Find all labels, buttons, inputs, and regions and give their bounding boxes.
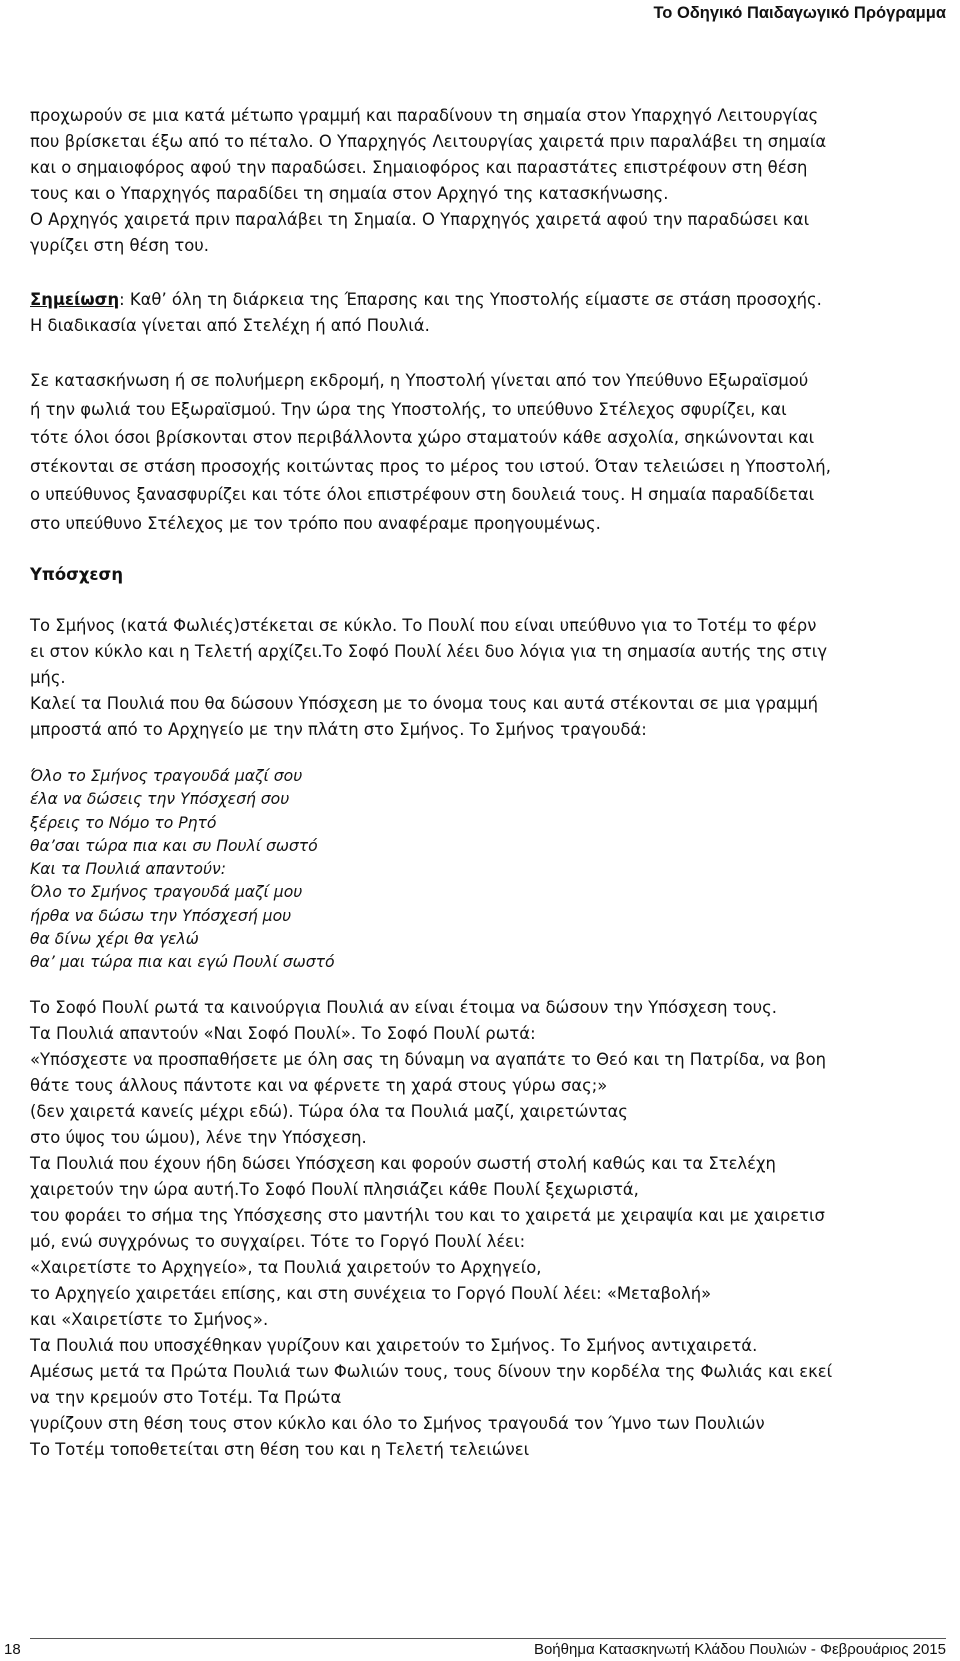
text-line: και ο σημαιοφόρος αφού την παραδώσει. Σημαιοφόρος και παραστάτες επιστρέφουν στη θέση [30,158,808,177]
song-line: ήρθα να δώσω την Υπόσχεσή μου [30,906,292,925]
text-line: στο υπεύθυνο Στέλεχος με τον τρόπο που αναφέραμε προηγουμένως. [30,513,601,533]
song-verses [30,765,948,975]
text-line: τους και ο Υπαρχηγός παραδίδει τη σημαία στον Αρχηγό της κατασκήνωσης. [30,184,669,203]
page-number: 18 [4,1641,21,1658]
promise-intro-paragraph [30,613,948,743]
text-line: το Αρχηγείο χαιρετάει επίσης, και στη συνέχεια το Γοργό Πουλί λέει: «Μεταβολή» [30,1283,712,1303]
text-line: προχωρούν σε μια κατά μέτωπο γραμμή και παραδίνουν τη σημαία στον Υπαρχηγό Λειτουργίας [30,106,819,125]
ceremony-paragraph [30,995,948,1463]
text-line: που βρίσκεται έξω από το πέταλο. Ο Υπαρχηγός Λειτουργίας χαιρετά πριν παραλάβει τη σημαία [30,132,827,151]
text-line: ει στον κύκλο και η Τελετή αρχίζει.Το Σοφό Πουλί λέει δυο λόγια για τη σημασία αυτής της στιγ [30,642,828,661]
text-line: Τα Πουλιά απαντούν «Ναι Σοφό Πουλί». Το Σοφό Πουλί ρωτά: [30,1023,536,1043]
text-line: μό, ενώ συγχρόνως το συγχαίρει. Τότε το Γοργό Πουλί λέει: [30,1231,526,1251]
text-line: Ο Αρχηγός χαιρετά πριν παραλάβει τη Σημαία. Ο Υπαρχηγός χαιρετά αφού την παραδώσει και [30,210,810,229]
running-header-title: Το Οδηγικό Παιδαγωγικό Πρόγραμμα [653,4,946,22]
text-line: τότε όλοι όσοι βρίσκονται στον περιβάλλοντα χώρο σταματούν κάθε ασχολία, σηκώνονται και [30,428,815,447]
song-line: Όλο το Σμήνος τραγουδά μαζί μου [30,883,303,902]
text-line: του φοράει το σήμα της Υπόσχεσης στο μαντήλι του και το χαιρετά με χειραψία και με χαιρετισ [30,1205,825,1225]
text-line: «Υπόσχεστε να προσπαθήσετε με όλη σας τη δύναμη να αγαπάτε το Θεό και τη Πατρίδα, να βοη [30,1049,827,1069]
lowering-paragraph [30,367,948,538]
text-line: Το Σμήνος (κατά Φωλιές)στέκεται σε κύκλο. Το Πουλί που είναι υπεύθυνο για το Τοτέμ το φέρν [30,616,817,635]
text-line: μής. [30,668,66,687]
text-line: Σε κατασκήνωση ή σε πολυήμερη εκδρομή, η Υποστολή γίνεται από τον Υπεύθυνο Εξωραϊσμού [30,371,809,390]
text-line: Το Τοτέμ τοποθετείται στη θέση του και η Τελετή τελειώνει [30,1439,530,1459]
song-line: θα δίνω χέρι θα γελώ [30,930,199,949]
text-line: στο ύψος του ώμου), λένε την Υπόσχεση. [30,1127,367,1147]
note-label: Σημείωση [30,290,120,309]
text-line: Το Σοφό Πουλί ρωτά τα καινούργια Πουλιά αν είναι έτοιμα να δώσουν την Υπόσχεση τους. [30,997,777,1017]
note-text: : Καθ’ όλη τη διάρκεια της Έπαρσης και της Υποστολής είμαστε σε στάση προσοχής. [119,290,822,309]
text-line: θάτε τους άλλους πάντοτε και να φέρνετε τη χαρά στους γύρω σας;» [30,1075,608,1095]
text-line: (δεν χαιρετά κανείς μέχρι εδώ). Τώρα όλα τα Πουλιά μαζί, χαιρετώντας [30,1101,628,1121]
section-heading: Υπόσχεση [30,565,123,584]
note-paragraph [30,287,948,339]
song-line: θα’ μαι τώρα πια και εγώ Πουλί σωστό [30,953,335,972]
footer-divider [30,1638,946,1639]
text-line: Καλεί τα Πουλιά που θα δώσουν Υπόσχεση με το όνομα τους και αυτά στέκονται σε μια γραμμή [30,694,818,713]
intro-paragraph [30,103,948,259]
text-line: γυρίζουν στη θέση τους στον κύκλο και όλο το Σμήνος τραγουδά τον Ύμνο των Πουλιών [30,1413,765,1433]
text-line: γυρίζει στη θέση του. [30,236,209,255]
song-line: ξέρεις το Νόμο το Ρητό [30,813,217,832]
text-line: μπροστά από το Αρχηγείο με την πλάτη στο Σμήνος. Το Σμήνος τραγουδά: [30,720,647,739]
text-line: χαιρετούν την ώρα αυτή.Το Σοφό Πουλί πλησιάζει κάθε Πουλί ξεχωριστά, [30,1179,639,1199]
song-line: θα’σαι τώρα πια και συ Πουλί σωστό [30,836,318,855]
text-line: να την κρεμούν στο Τοτέμ. Τα Πρώτα [30,1387,342,1407]
page-body [30,103,948,1463]
song-line: έλα να δώσεις την Υπόσχεσή σου [30,790,290,809]
text-line: Τα Πουλιά που έχουν ήδη δώσει Υπόσχεση και φορούν σωστή στολή καθώς και τα Στελέχη [30,1153,776,1173]
text-line: «Χαιρετίστε το Αρχηγείο», τα Πουλιά χαιρετούν το Αρχηγείο, [30,1257,542,1277]
text-line: Αμέσως μετά τα Πρώτα Πουλιά των Φωλιών τους, τους δίνουν την κορδέλα της Φωλιάς και εκεί [30,1361,833,1381]
text-line: ή την φωλιά του Εξωραϊσμού. Την ώρα της Υποστολής, το υπεύθυνο Στέλεχος σφυρίζει, και [30,399,787,419]
note-line [30,287,948,313]
text-line: Τα Πουλιά που υποσχέθηκαν γυρίζουν και χαιρετούν το Σμήνος. Το Σμήνος αντιχαιρετά. [30,1335,758,1355]
song-line: Όλο το Σμήνος τραγουδά μαζί σου [30,767,303,785]
text-line: ο υπεύθυνος ξανασφυρίζει και τότε όλοι επιστρέφουν στη δουλειά τους. Η σημαία παραδίδεται [30,485,815,504]
text-line: στέκονται σε στάση προσοχής κοιτώντας προς το μέρος του ιστού. Όταν τελειώσει η Υποστολή, [30,456,831,476]
song-line: Και τα Πουλιά απαντούν: [30,860,226,879]
footer-text: Βοήθημα Κατασκηνωτή Κλάδου Πουλιών - Φεβρουάριος 2015 [533,1641,946,1658]
text-line: και «Χαιρετίστε το Σμήνος». [30,1309,269,1329]
note-line-2: Η διαδικασία γίνεται από Στελέχη ή από Πουλιά. [30,316,430,335]
